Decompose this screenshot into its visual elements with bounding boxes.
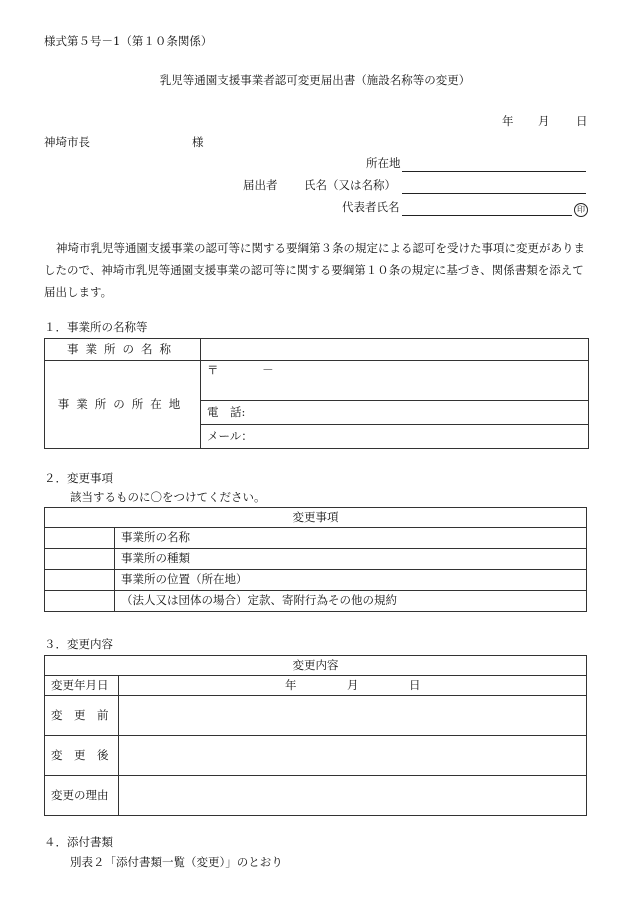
body-paragraph: 神埼市乳児等通園支援事業の認可等に関する要綱第３条の規定による認可を受けた事項に変更がありましたので、神埼市乳児等通園支援事業の認可等に関する要綱第１０条の規定に基づき、関係書類を添えて届出します。 [44,241,585,299]
change-item-check-1[interactable] [45,528,115,549]
change-details-header: 変更内容 [45,656,587,676]
representative-label: 代表者氏名 [342,200,400,214]
change-date-field[interactable] [119,676,587,696]
attachments-text: 別表２「添付書類一覧（変更）」のとおり [70,855,283,869]
date-year: 年 [502,114,514,128]
name-field[interactable] [402,193,586,194]
change-item-label: （法人又は団体の場合）定款、寄附行為その他の規約 [115,591,587,612]
change-date-day: 日 [409,678,421,692]
change-item-check-3[interactable] [45,570,115,591]
reason-field[interactable] [119,776,587,816]
date-month: 月 [538,114,550,128]
change-date-year: 年 [285,678,297,692]
change-item-check-2[interactable] [45,549,115,570]
after-label: 変 更 後 [45,736,119,776]
before-field[interactable] [119,696,587,736]
facility-name-label: 事業所の名称 [45,339,201,361]
change-date-label: 変更年月日 [45,676,119,696]
reason-label: 変更の理由 [45,776,119,816]
postal-address-field[interactable] [201,361,589,401]
postal-dash: － [262,363,274,377]
before-label: 変 更 前 [45,696,119,736]
date-day: 日 [576,114,588,128]
change-item-label: 事業所の種類 [115,549,587,570]
email-field[interactable] [201,425,589,449]
change-details-table [44,655,587,816]
email-label: メール： [207,428,253,443]
addressee-honorific: 様 [192,135,204,149]
change-item-label: 事業所の名称 [115,528,587,549]
section2-heading: ２．変更事項 [44,471,113,485]
representative-field[interactable] [402,215,572,216]
change-date-month: 月 [347,678,359,692]
facility-location-label: 事業所の所在地 [45,361,201,449]
after-field[interactable] [119,736,587,776]
change-item-check-4[interactable] [45,591,115,612]
postal-mark: 〒 [207,363,219,377]
facility-table [44,338,589,449]
phone-field[interactable] [201,401,589,425]
addressee-name: 神埼市長 [44,135,90,149]
address-label: 所在地 [366,156,401,170]
change-items-header: 変更事項 [45,508,587,528]
phone-label: 電 話: [207,404,246,419]
name-label: 氏名（又は名称） [304,178,396,192]
form-id: 様式第５号－1（第１０条関係） [44,34,213,48]
notifier-label: 届出者 [243,178,278,192]
section2-instruction: 該当するものに〇をつけてください。 [70,490,266,504]
change-items-table [44,507,587,612]
section4-heading: ４．添付書類 [44,835,113,849]
section1-heading: １．事業所の名称等 [44,320,148,334]
document-title: 乳児等通園支援事業者認可変更届出書（施設名称等の変更） [159,73,471,87]
address-field[interactable] [402,171,586,172]
change-item-label: 事業所の位置（所在地） [115,570,587,591]
seal-mark: 印 [574,203,588,217]
facility-name-field[interactable] [201,339,589,361]
section3-heading: ３．変更内容 [44,637,113,651]
